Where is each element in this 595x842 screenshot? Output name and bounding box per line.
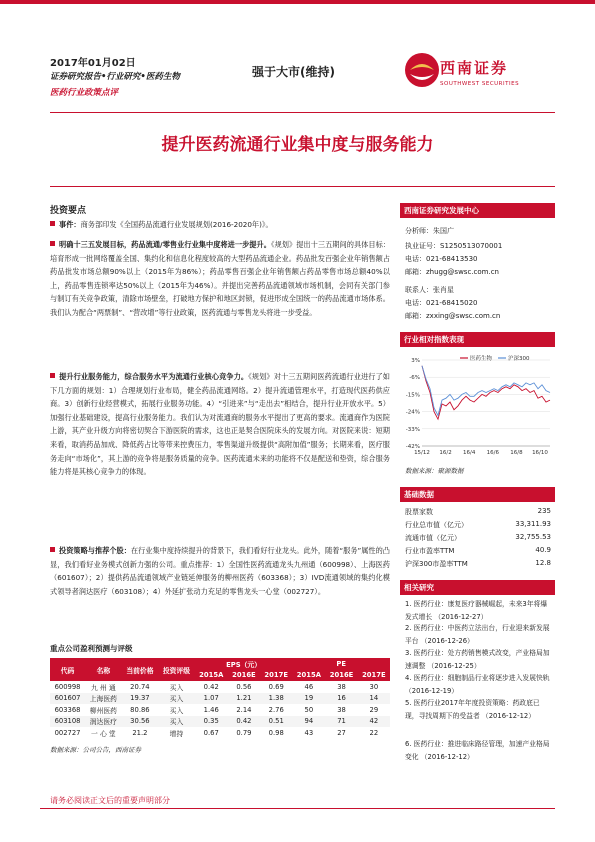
col-year: 2016E bbox=[228, 670, 260, 682]
stat-value: 32,755.53 bbox=[515, 533, 551, 541]
summary-heading: 投资要点 bbox=[50, 206, 87, 216]
table-cell: 柳州医药 bbox=[89, 706, 117, 715]
stat-label: 沪深300市盈率TTM bbox=[405, 560, 468, 568]
paragraph-3 bbox=[50, 544, 390, 598]
paragraph-3-head: 投资策略与推荐个股： bbox=[59, 546, 131, 555]
table-cell: 38 bbox=[337, 682, 346, 691]
table-cell: 九 州 通 bbox=[91, 683, 116, 692]
table-cell: 买入 bbox=[169, 706, 184, 715]
paragraph-3-body: 在行业集中度持续提升的背景下，我们看好行业龙头。此外，随着“服务”属性的凸显，我们看好业务模式创新力强的公司。重点推荐：1）全国性医药流通龙头九州通（600998）、上海医药（601607）；2）提供药品流通领域产业链延伸服务的柳州医药（603368）；3）IVD流通领域的集约化模式领导者润达医疗（603108）；4）外延扩张动力充足的零售龙头一心堂（002727）。 bbox=[50, 546, 390, 596]
relative-performance-chart bbox=[400, 350, 555, 462]
stat-label: 行业市盈率TTM bbox=[405, 547, 455, 555]
table-cell: 14 bbox=[358, 693, 390, 705]
table-cell: 0.56 bbox=[236, 682, 252, 691]
table-cell: 0.35 bbox=[195, 716, 228, 728]
contact-phone: 电话：021-68415020 bbox=[405, 299, 478, 307]
table-cell: 19 bbox=[292, 693, 325, 705]
table-cell: 2.14 bbox=[236, 705, 252, 714]
analyst-name: 分析师：朱国广 bbox=[405, 227, 454, 235]
paragraph-1-head: 明确十三五发展目标，药品流通/零售业行业集中度将进一步提升。 bbox=[59, 240, 271, 249]
table-cell: 0.51 bbox=[260, 716, 292, 728]
col-year: 2015A bbox=[292, 670, 325, 682]
related-report-link[interactable]: 3. 医药行业：处方药销售模式改变，产业格局加速调整 （2016-12-25） bbox=[405, 649, 550, 670]
stat-row bbox=[405, 520, 551, 530]
y-tick-label: 3% bbox=[411, 358, 420, 364]
paragraph-2-head: 提升行业服务能力，综合服务水平为流通行业核心竞争力。 bbox=[59, 372, 249, 381]
stat-row bbox=[405, 559, 551, 569]
table-cell: 21.2 bbox=[132, 728, 148, 737]
y-tick-label: -6% bbox=[409, 375, 420, 382]
chart-section-heading: 行业相对指数表现 bbox=[400, 332, 555, 347]
logo-name: 西南证券 bbox=[440, 59, 509, 77]
table-row bbox=[50, 681, 390, 693]
analyst-section-heading: 西南证券研究发展中心 bbox=[400, 203, 555, 218]
rating: 强于大市(维持) bbox=[252, 65, 335, 79]
table-cell: 上海医药 bbox=[85, 693, 122, 705]
col-year: 2017E bbox=[260, 670, 292, 682]
stat-value: 40.9 bbox=[535, 546, 551, 554]
table-cell: 50 bbox=[304, 705, 314, 714]
report-date: 2017年01月02日 bbox=[50, 58, 136, 69]
y-tick-label: -42% bbox=[405, 444, 420, 450]
bullet-icon bbox=[50, 373, 55, 378]
analyst-cert: 执业证号：S1250513070001 bbox=[405, 242, 503, 250]
x-tick-label: 16/6 bbox=[486, 450, 499, 456]
stat-label: 股票家数 bbox=[405, 508, 433, 516]
y-tick-label: -15% bbox=[405, 392, 420, 399]
related-report-link[interactable]: 2. 医药行业：中医药立法出台，行业迎来新发展平台 （2016-12-26） bbox=[405, 624, 550, 645]
col-year: 2017E bbox=[358, 670, 390, 682]
table-cell: 603368 bbox=[54, 705, 81, 714]
title-rule bbox=[50, 186, 555, 187]
stat-label: 流通市值（亿元） bbox=[405, 534, 461, 542]
table-cell: 0.98 bbox=[268, 728, 284, 737]
report-title: 提升医药流通行业集中度与服务能力 bbox=[161, 135, 434, 155]
stat-row bbox=[405, 546, 551, 556]
paragraph-2 bbox=[50, 370, 390, 479]
table-cell: 1.21 bbox=[228, 693, 260, 705]
table-cell: 0.42 bbox=[203, 682, 219, 691]
table-cell: 22 bbox=[369, 728, 379, 737]
related-research-heading: 相关研究 bbox=[400, 580, 555, 595]
table-row bbox=[50, 716, 390, 728]
table-cell: 0.42 bbox=[228, 716, 260, 728]
stat-value: 33,311.93 bbox=[515, 520, 551, 528]
event-paragraph bbox=[50, 218, 390, 232]
table-cell: 1.07 bbox=[195, 693, 228, 705]
table-cell: 80.86 bbox=[130, 705, 150, 714]
y-tick-label: -33% bbox=[405, 426, 420, 433]
related-report-link[interactable]: 6. 医药行业：推进临床路径管理，加速产业格局变化 （2016-12-12） bbox=[405, 740, 550, 761]
table-cell: 1.46 bbox=[203, 705, 219, 714]
table-cell: 30.56 bbox=[122, 716, 159, 728]
table-cell: 买入 bbox=[158, 693, 195, 705]
analyst-phone: 电话：021-68413530 bbox=[405, 255, 478, 263]
table-title: 重点公司盈利预测与评级 bbox=[50, 644, 133, 653]
stat-value: 12.8 bbox=[535, 559, 551, 567]
col-header-code: 代码 bbox=[50, 658, 85, 681]
analyst-email[interactable]: 邮箱：zhugg@swsc.com.cn bbox=[405, 268, 499, 276]
header-rule bbox=[50, 112, 555, 113]
forecast-table bbox=[50, 658, 390, 739]
stat-value: 235 bbox=[537, 507, 551, 515]
table-cell: 16 bbox=[325, 693, 357, 705]
col-header-price: 当前价格 bbox=[122, 658, 159, 681]
bullet-icon bbox=[50, 547, 55, 552]
table-cell: 29 bbox=[369, 705, 379, 714]
table-cell: 一 心 堂 bbox=[91, 729, 116, 738]
table-row bbox=[50, 704, 390, 716]
event-label: 事件： bbox=[59, 220, 81, 229]
table-cell: 2.76 bbox=[268, 705, 284, 714]
x-tick-label: 16/4 bbox=[463, 450, 476, 456]
table-cell: 42 bbox=[358, 716, 390, 728]
x-tick-label: 16/2 bbox=[439, 450, 452, 456]
related-report-link[interactable]: 4. 医药行业：细胞制品行业将逐步进入发展快轨 （2016-12-19） bbox=[405, 674, 550, 695]
report-category: 证券研究报告•行业研究•医药生物 bbox=[50, 72, 180, 82]
stat-label: 行业总市值（亿元） bbox=[405, 521, 468, 529]
table-cell: 94 bbox=[292, 716, 325, 728]
table-cell: 30 bbox=[369, 682, 379, 691]
table-cell: 润达医疗 bbox=[85, 716, 122, 728]
table-cell: 0.69 bbox=[268, 682, 284, 691]
contact-name: 联系人：张肖星 bbox=[405, 286, 454, 294]
table-cell: 43 bbox=[304, 728, 314, 737]
table-cell: 38 bbox=[337, 705, 346, 714]
table-cell: 71 bbox=[325, 716, 357, 728]
table-cell: 27 bbox=[337, 728, 346, 737]
table-cell: 603108 bbox=[50, 716, 85, 728]
footer-disclaimer: 请务必阅读正文后的重要声明部分 bbox=[50, 796, 170, 805]
x-tick-label: 16/10 bbox=[532, 450, 548, 456]
contact-email[interactable]: 邮箱：zxxing@swsc.com.cn bbox=[405, 312, 501, 320]
col-year: 2015A bbox=[195, 670, 228, 682]
x-tick-label: 16/8 bbox=[510, 450, 523, 456]
paragraph-2-body: 《规划》对十三五期间医药流通行业进行了如下几方面的规划：1）合理规划行业布局，健全药品流通网络。2）提升流通管理水平，打造现代医药供应商。3）创新行业经营模式，拓展行业服务功能。4）“引进来”与“走出去”相结合，提升行业开放水平。5）加强行业基础建设，提高行业服务能力。我们认为对流通商的服务水平提出了更高的要求。流通商作为医院上游，其产业升级方向将密切契合下游医院的需求，这也正是契合医院床头的发展方向。对医院来说：短期来看，取消药品加成、降低药占比等带来控费压力，零售渠道升级提供“高附加值”服务；长期来看，医疗服务走向“市场化”，其上游的竞争将是服务质量的竞争。医药流通未来的功能将不仅是配送和垫资，综合服务能力将是其核心竞争力的体现。 bbox=[50, 372, 390, 477]
col-header-rating: 投资评级 bbox=[158, 658, 195, 681]
x-tick-label: 15/12 bbox=[414, 450, 430, 456]
legend-label: 沪深300 bbox=[508, 356, 530, 362]
col-header-name: 名称 bbox=[85, 658, 122, 681]
table-row bbox=[50, 693, 390, 705]
chart-source: 数据来源：聚源数据 bbox=[405, 467, 464, 475]
report-type: 医药行业政策点评 bbox=[50, 88, 119, 98]
bullet-icon bbox=[50, 221, 55, 226]
table-cell: 601607 bbox=[50, 693, 85, 705]
table-cell: 买入 bbox=[169, 683, 184, 692]
table-cell: 002727 bbox=[54, 728, 81, 737]
table-cell: 0.67 bbox=[203, 728, 219, 737]
footer-rule bbox=[40, 808, 555, 809]
table-cell: 20.74 bbox=[130, 682, 150, 691]
paragraph-1-body: 《规划》提出十三五期间的具体目标：培育形成一批网络覆盖全国、集约化和信息化程度较高的大型药品流通企业。药品批发百强企业年销售额占药品批发市场总额90%以上（2015年为86%）；药品零售百强企业年销售额占药品零售市场总额40%以上，药品零售连锁率达50%以上（2015年为46%）。并提出完善药品流通领域市场机制，会同有关部门参与制订有关竞争政策，清除市场壁垒，打破地方保护和地区封锁，促进形成全国统一的药品流通市场体系。我们认为配合“两票制”、“营改增”等行业政策，医药流通与零售龙头将进一步受益。 bbox=[50, 240, 390, 317]
table-cell: 1.38 bbox=[260, 693, 292, 705]
table-cell: 买入 bbox=[158, 716, 195, 728]
table-source: 数据来源：公司公告，西南证券 bbox=[50, 746, 141, 754]
table-cell: 增持 bbox=[169, 729, 184, 738]
top-rule bbox=[0, 0, 595, 4]
stat-row bbox=[405, 507, 551, 517]
y-tick-label: -24% bbox=[405, 409, 420, 416]
col-header-pe: PE bbox=[292, 658, 390, 670]
related-report-link[interactable]: 5. 医药行业2017年年度投资策略：药政底已现，寻找周期下的受益者 （2016-12-12） bbox=[405, 699, 540, 720]
stat-row bbox=[405, 533, 551, 543]
table-row bbox=[50, 727, 390, 739]
col-year: 2016E bbox=[325, 670, 357, 682]
paragraph-1 bbox=[50, 238, 390, 320]
related-report-link[interactable]: 1. 医药行业：康复医疗器械崛起，未来3年将爆发式增长 （2016-12-27） bbox=[405, 600, 548, 621]
table-cell: 46 bbox=[304, 682, 314, 691]
logo-english: SOUTHWEST SECURITIES bbox=[440, 81, 520, 87]
basic-data-heading: 基础数据 bbox=[400, 487, 555, 502]
table-cell: 19.37 bbox=[122, 693, 159, 705]
table-cell: 0.79 bbox=[236, 728, 252, 737]
col-header-eps: EPS（元） bbox=[195, 658, 293, 670]
bullet-icon bbox=[50, 241, 55, 246]
legend-label: 医药生物 bbox=[470, 356, 493, 362]
event-text: 商务部印发《全国药品流通行业发展规划(2016-2020年)》。 bbox=[80, 220, 273, 229]
table-cell: 600998 bbox=[54, 682, 81, 691]
